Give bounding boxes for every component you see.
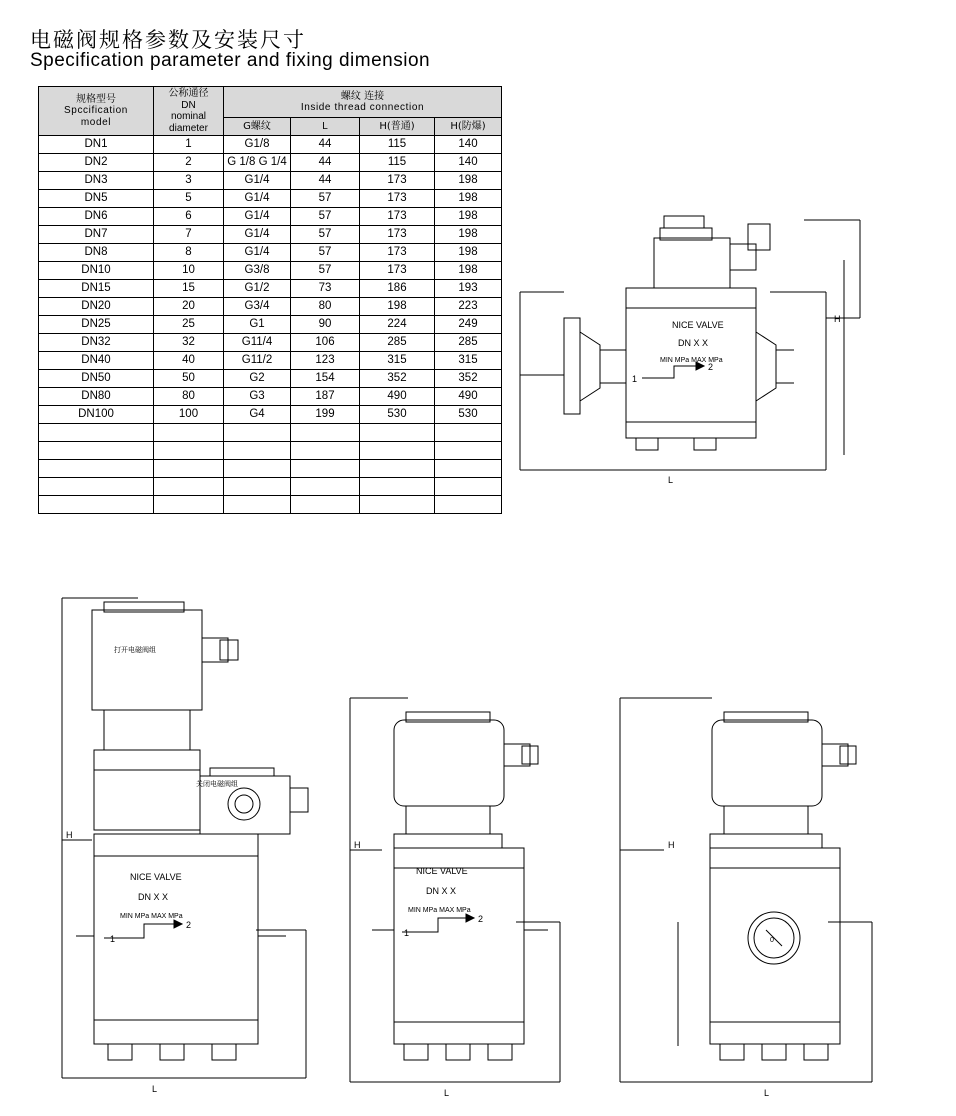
cell-h-explosionproof (435, 442, 502, 460)
cell-g-thread: G 1/8 G 1/4 (224, 154, 291, 172)
cell-h-explosionproof: 530 (435, 406, 502, 424)
dim-h-label: H (834, 314, 841, 324)
cell-h-explosionproof: 140 (435, 136, 502, 154)
cell-h-explosionproof: 315 (435, 352, 502, 370)
cell-model: DN80 (39, 388, 154, 406)
cell-h-explosionproof: 198 (435, 190, 502, 208)
cell-g-thread: G4 (224, 406, 291, 424)
cell-dn (154, 442, 224, 460)
cell-l: 90 (291, 316, 360, 334)
page-title-cn: 电磁阀规格参数及安装尺寸 (30, 28, 306, 52)
pressure-label: MIN MPa MAX MPa (660, 357, 723, 364)
cell-dn: 8 (154, 244, 224, 262)
cell-h-explosionproof (435, 460, 502, 478)
cell-h-normal: 352 (360, 370, 435, 388)
cell-l: 187 (291, 388, 360, 406)
table-row (39, 208, 502, 226)
port-out-label: 2 (478, 914, 484, 924)
cell-h-explosionproof (435, 478, 502, 496)
header-dn (154, 87, 224, 136)
header-l: L (291, 118, 360, 136)
brand-label: NICE VALVE (130, 872, 182, 882)
header-g-thread: G螺纹 (224, 118, 291, 136)
cell-dn (154, 424, 224, 442)
model-label: DN X X (138, 892, 169, 902)
dim-l-label: L (668, 475, 674, 485)
cell-l: 44 (291, 154, 360, 172)
cell-model: DN40 (39, 352, 154, 370)
cell-h-normal (360, 478, 435, 496)
drawing-bottom-right-svg (606, 690, 906, 1110)
table-row (39, 244, 502, 262)
cell-h-normal: 285 (360, 334, 435, 352)
cell-g-thread: G1/4 (224, 208, 291, 226)
cell-l: 57 (291, 244, 360, 262)
cell-g-thread: G1/4 (224, 190, 291, 208)
cell-l: 57 (291, 262, 360, 280)
pressure-label: MIN MPa MAX MPa (120, 913, 183, 920)
cell-h-explosionproof: 193 (435, 280, 502, 298)
cell-l: 73 (291, 280, 360, 298)
cell-g-thread: G1/4 (224, 226, 291, 244)
cell-dn: 10 (154, 262, 224, 280)
cell-dn: 6 (154, 208, 224, 226)
drawing-bottom-middle-svg (336, 690, 586, 1110)
header-dn-cn: 公称通径 (168, 88, 209, 99)
cell-dn: 25 (154, 316, 224, 334)
table-row (39, 316, 502, 334)
cell-model (39, 496, 154, 514)
cell-model: DN32 (39, 334, 154, 352)
port-out-label: 2 (186, 920, 192, 930)
cell-dn: 20 (154, 298, 224, 316)
dim-l-label: L (444, 1088, 450, 1098)
cell-model: DN2 (39, 154, 154, 172)
cell-dn: 1 (154, 136, 224, 154)
dim-h-label: H (354, 840, 361, 850)
cell-l (291, 442, 360, 460)
cell-l: 199 (291, 406, 360, 424)
table-row (39, 460, 502, 478)
cell-g-thread: G1/8 (224, 136, 291, 154)
cell-dn: 80 (154, 388, 224, 406)
cell-g-thread (224, 496, 291, 514)
cell-g-thread (224, 442, 291, 460)
cell-h-normal: 173 (360, 244, 435, 262)
table-body (39, 136, 502, 514)
cell-model: DN100 (39, 406, 154, 424)
cell-model (39, 424, 154, 442)
cell-h-normal: 115 (360, 136, 435, 154)
cell-h-normal (360, 442, 435, 460)
cell-model: DN8 (39, 244, 154, 262)
cell-g-thread: G11/4 (224, 334, 291, 352)
dim-l-label: L (152, 1084, 158, 1094)
header-model-en-1: Spccification (64, 105, 128, 117)
port-out-label: 2 (708, 362, 714, 372)
table-row (39, 478, 502, 496)
cell-g-thread (224, 478, 291, 496)
cell-model (39, 442, 154, 460)
cell-h-normal: 173 (360, 262, 435, 280)
table-row (39, 298, 502, 316)
cell-model (39, 460, 154, 478)
drawing-top-right (508, 200, 908, 510)
cell-model: DN3 (39, 172, 154, 190)
cell-dn: 40 (154, 352, 224, 370)
cell-g-thread: G1 (224, 316, 291, 334)
cell-h-normal (360, 424, 435, 442)
cell-g-thread: G3/4 (224, 298, 291, 316)
drawing-bottom-middle (336, 690, 586, 1110)
cell-model: DN6 (39, 208, 154, 226)
table-row (39, 424, 502, 442)
pressure-label: MIN MPa MAX MPa (408, 907, 471, 914)
cell-dn: 7 (154, 226, 224, 244)
cell-h-explosionproof: 198 (435, 226, 502, 244)
cell-l: 57 (291, 208, 360, 226)
cell-h-normal: 115 (360, 154, 435, 172)
cell-h-explosionproof (435, 424, 502, 442)
cell-h-explosionproof: 285 (435, 334, 502, 352)
table-row (39, 406, 502, 424)
cell-h-explosionproof: 223 (435, 298, 502, 316)
table-row (39, 334, 502, 352)
cell-l: 106 (291, 334, 360, 352)
header-thread-cn: 螺纹 连接 (340, 90, 385, 102)
cell-h-explosionproof: 198 (435, 208, 502, 226)
model-label: DN X X (426, 886, 457, 896)
cell-l: 57 (291, 190, 360, 208)
cell-h-normal: 198 (360, 298, 435, 316)
header-model (39, 87, 154, 136)
specification-table (38, 86, 502, 514)
cell-dn: 15 (154, 280, 224, 298)
table-row (39, 190, 502, 208)
cell-dn: 2 (154, 154, 224, 172)
port-in-label: 1 (404, 928, 410, 938)
cell-g-thread: G3 (224, 388, 291, 406)
table-header (39, 87, 502, 136)
header-h-explosionproof: H(防爆) (435, 118, 502, 136)
table-row (39, 370, 502, 388)
header-h-normal: H(普通) (360, 118, 435, 136)
page-title-en: Specification parameter and fixing dimension (30, 50, 431, 71)
cell-model (39, 478, 154, 496)
cell-h-normal: 173 (360, 172, 435, 190)
table-row (39, 262, 502, 280)
cell-l: 44 (291, 136, 360, 154)
cell-dn (154, 460, 224, 478)
table-row (39, 352, 502, 370)
cell-h-normal (360, 460, 435, 478)
cell-h-normal: 173 (360, 190, 435, 208)
cell-dn: 50 (154, 370, 224, 388)
cell-l: 80 (291, 298, 360, 316)
cell-model: DN20 (39, 298, 154, 316)
cell-h-normal: 530 (360, 406, 435, 424)
cell-g-thread: G1/4 (224, 244, 291, 262)
cell-l (291, 478, 360, 496)
cell-l (291, 424, 360, 442)
cell-h-explosionproof: 198 (435, 262, 502, 280)
cell-dn: 3 (154, 172, 224, 190)
cell-h-normal: 315 (360, 352, 435, 370)
cell-h-normal: 490 (360, 388, 435, 406)
cell-l: 123 (291, 352, 360, 370)
port-in-label: 1 (110, 934, 116, 944)
header-model-cn: 规格型号 (76, 93, 116, 105)
cell-model: DN1 (39, 136, 154, 154)
brand-label: NICE VALVE (672, 320, 724, 330)
cell-h-explosionproof (435, 496, 502, 514)
cell-model: DN10 (39, 262, 154, 280)
cell-h-normal: 224 (360, 316, 435, 334)
cell-dn (154, 496, 224, 514)
header-thread-en: Inside thread connection (300, 102, 425, 113)
table-row (39, 226, 502, 244)
cell-l (291, 496, 360, 514)
cell-g-thread: G3/8 (224, 262, 291, 280)
header-dn-en-2: diameter (169, 122, 208, 134)
cell-h-explosionproof: 198 (435, 244, 502, 262)
table-row (39, 388, 502, 406)
cell-dn: 100 (154, 406, 224, 424)
dim-h-label: H (66, 830, 73, 840)
cell-g-thread: G1/2 (224, 280, 291, 298)
brand-label: NICE VALVE (416, 866, 468, 876)
header-thread-group (224, 87, 502, 118)
cell-g-thread (224, 424, 291, 442)
drawing-top-right-svg (508, 200, 908, 510)
cell-l: 44 (291, 172, 360, 190)
dim-h-label: H (668, 840, 675, 850)
cell-h-explosionproof: 198 (435, 172, 502, 190)
cell-h-explosionproof: 352 (435, 370, 502, 388)
cell-h-normal: 173 (360, 226, 435, 244)
cell-model: DN50 (39, 370, 154, 388)
cell-h-explosionproof: 140 (435, 154, 502, 172)
cell-dn (154, 478, 224, 496)
label-open-solenoid: 打开电磁阀组 (114, 646, 156, 654)
cell-model: DN5 (39, 190, 154, 208)
cell-dn: 5 (154, 190, 224, 208)
table-row (39, 280, 502, 298)
cell-h-normal: 173 (360, 208, 435, 226)
drawing-bottom-right (606, 690, 906, 1110)
cell-dn: 32 (154, 334, 224, 352)
cell-model: DN25 (39, 316, 154, 334)
cell-model: DN15 (39, 280, 154, 298)
table-row (39, 442, 502, 460)
table-row (39, 154, 502, 172)
table-row (39, 496, 502, 514)
drawing-bottom-left (48, 590, 338, 1110)
table-row (39, 172, 502, 190)
cell-model: DN7 (39, 226, 154, 244)
cell-g-thread: G11/2 (224, 352, 291, 370)
cell-h-normal: 186 (360, 280, 435, 298)
model-label: DN X X (678, 338, 709, 348)
drawing-bottom-left-svg (48, 590, 338, 1110)
cell-h-normal (360, 496, 435, 514)
dim-l-label: L (764, 1088, 770, 1098)
dial-mark-label: 0 (770, 937, 774, 944)
header-model-en-2: model (80, 116, 112, 128)
cell-h-explosionproof: 249 (435, 316, 502, 334)
cell-h-explosionproof: 490 (435, 388, 502, 406)
cell-l: 154 (291, 370, 360, 388)
cell-l (291, 460, 360, 478)
cell-g-thread (224, 460, 291, 478)
header-dn-en-1: nominal (170, 111, 207, 122)
cell-g-thread: G1/4 (224, 172, 291, 190)
label-close-solenoid: 关闭电磁阀组 (196, 780, 238, 788)
table-row (39, 136, 502, 154)
port-in-label: 1 (632, 374, 638, 384)
cell-g-thread: G2 (224, 370, 291, 388)
header-dn-abbr: DN (181, 99, 196, 111)
cell-l: 57 (291, 226, 360, 244)
